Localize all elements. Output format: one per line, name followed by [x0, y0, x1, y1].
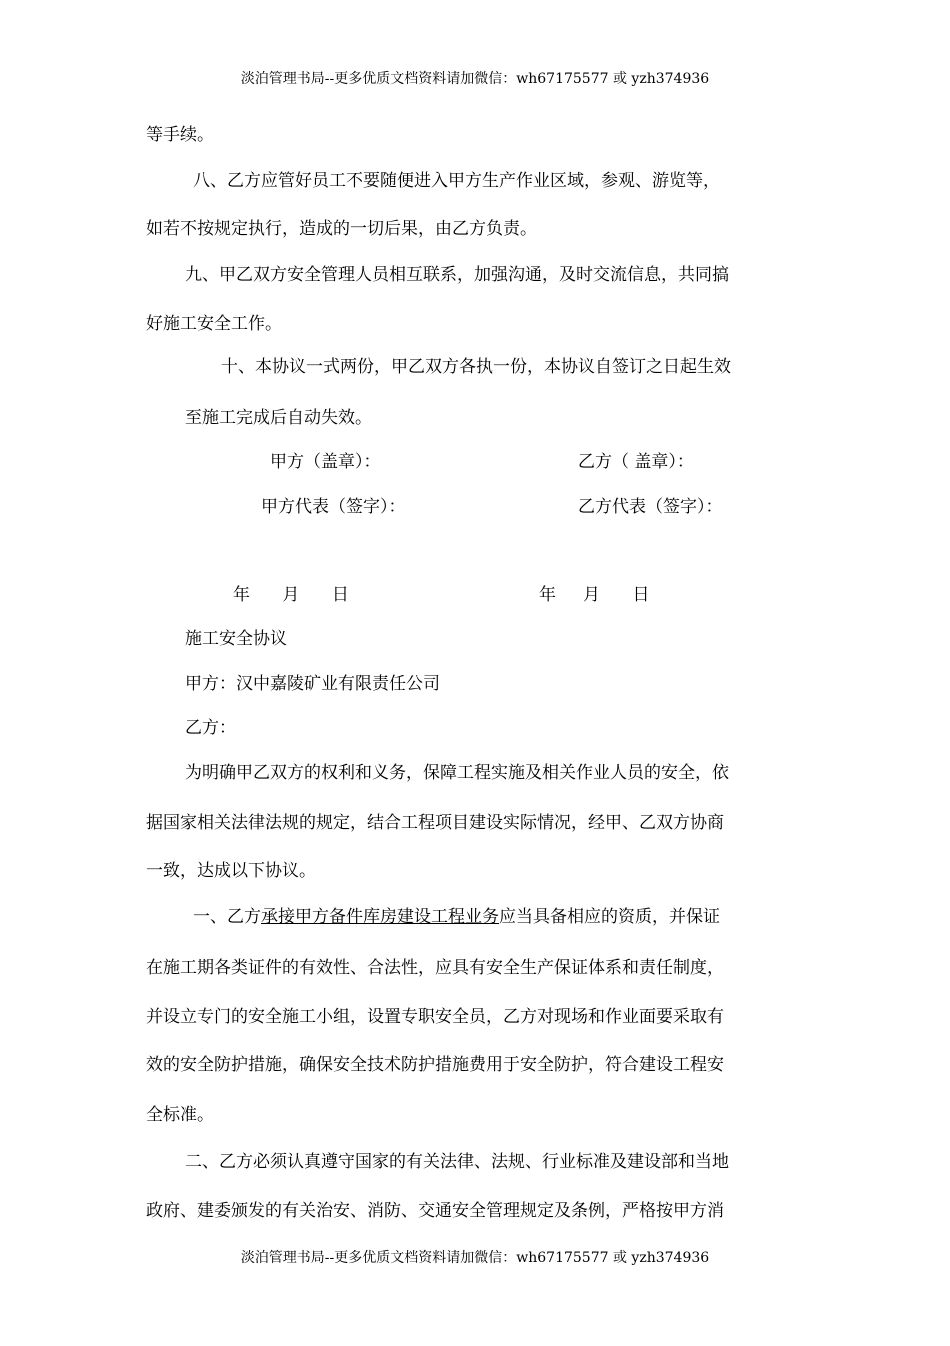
party-a-date: 年 月 日: [233, 585, 349, 605]
clause-9-line-1: 九、甲乙双方安全管理人员相互联系，加强沟通，及时交流信息，共同搞: [185, 265, 729, 285]
clause-1-line-5: 全标准。: [146, 1105, 214, 1125]
clause-1-underlined-project: 承接甲方备件库房建设工程业务: [261, 907, 499, 927]
agreement-title: 施工安全协议: [185, 629, 287, 649]
page-footer: 淡泊管理书局--更多优质文档资料请加微信：wh67175577 或 yzh374936: [240, 1250, 710, 1266]
clause-9-line-2: 好施工安全工作。: [146, 314, 282, 334]
clause-2-line-1: 二、乙方必须认真遵守国家的有关法律、法规、行业标准及建设部和当地: [185, 1152, 729, 1172]
party-b-rep-label: 乙方代表（签字）：: [578, 497, 723, 517]
party-a-rep-label: 甲方代表（签字）：: [261, 497, 406, 517]
clause-8-line-2: 如若不按规定执行，造成的一切后果，由乙方负责。: [146, 219, 537, 239]
clause-1-prefix: 一、乙方: [193, 907, 261, 927]
clause-1-line-1: [193, 906, 720, 928]
clause-1-line-4: 效的安全防护措施，确保安全技术防护措施费用于安全防护，符合建设工程安: [146, 1055, 724, 1075]
clause-2-line-2: 政府、建委颁发的有关治安、消防、交通安全管理规定及条例，严格按甲方消: [146, 1201, 724, 1221]
party-a-name: 甲方：汉中嘉陵矿业有限责任公司: [185, 674, 440, 694]
party-b-seal-label: 乙方（ 盖章）：: [578, 452, 694, 472]
clause-1-suffix: 应当具备相应的资质，并保证: [499, 907, 720, 927]
party-b-date: 年 月 日: [539, 585, 650, 605]
intro-line-2: 据国家相关法律法规的规定，结合工程项目建设实际情况，经甲、乙双方协商: [146, 813, 724, 833]
page-header: 淡泊管理书局--更多优质文档资料请加微信：wh67175577 或 yzh374936: [240, 71, 710, 87]
intro-line-3: 一致，达成以下协议。: [146, 861, 316, 881]
clause-10-line-1: 十、本协议一式两份，甲乙双方各执一份，本协议自签订之日起生效: [221, 357, 731, 377]
clause-10-line-2: 至施工完成后自动失效。: [185, 408, 372, 428]
text-line: 等手续。: [146, 125, 214, 145]
clause-1-line-3: 并设立专门的安全施工小组，设置专职安全员，乙方对现场和作业面要采取有: [146, 1007, 724, 1027]
party-a-seal-label: 甲方（盖章）：: [270, 452, 381, 472]
party-b-name: 乙方：: [185, 718, 236, 738]
intro-line-1: 为明确甲乙双方的权利和义务，保障工程实施及相关作业人员的安全，依: [185, 763, 729, 783]
clause-1-line-2: 在施工期各类证件的有效性、合法性，应具有安全生产保证体系和责任制度，: [146, 958, 724, 978]
clause-8-line-1: 八、乙方应管好员工不要随便进入甲方生产作业区域，参观、游览等，: [193, 171, 720, 191]
